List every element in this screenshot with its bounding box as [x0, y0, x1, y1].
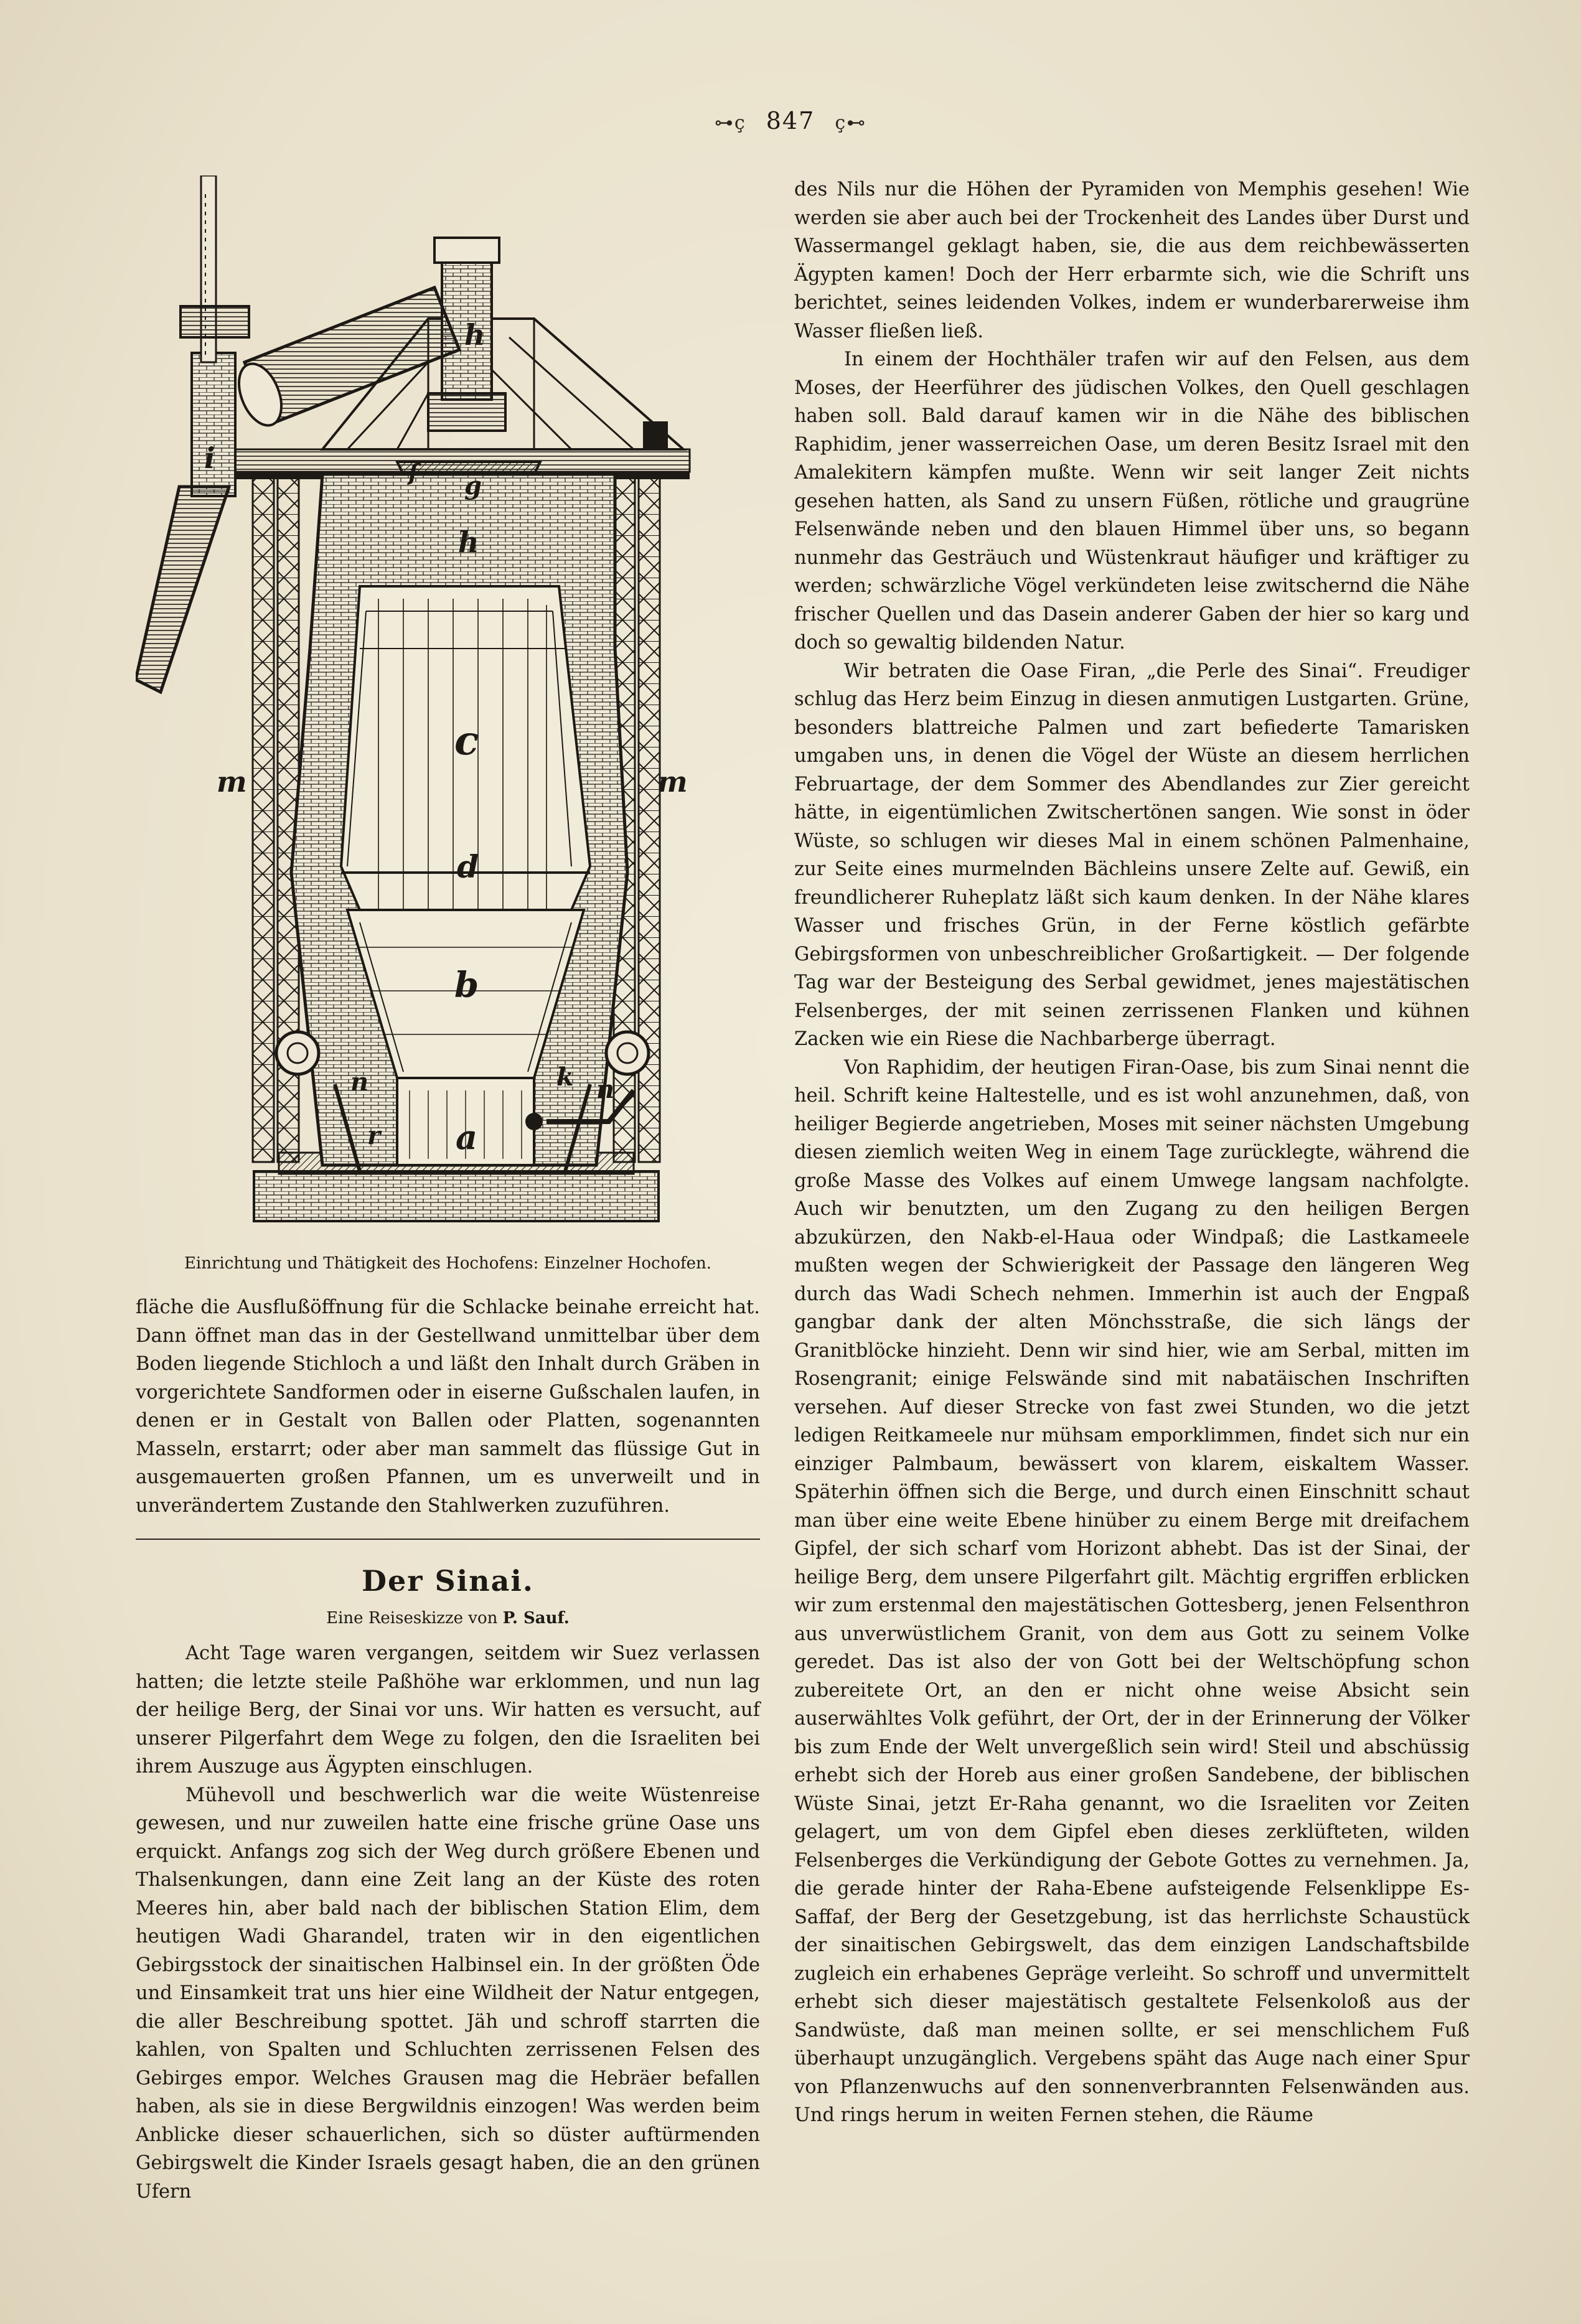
label-i: i: [204, 441, 215, 475]
label-r: r: [367, 1121, 381, 1150]
label-f: f: [408, 460, 418, 486]
subtitle-prefix: Eine Reiseskizze von: [326, 1609, 498, 1628]
label-n-right: n: [596, 1075, 615, 1104]
article-paragraph: Acht Tage waren vergangen, seitdem wir Suez verlassen hatten; die letzte steile Paßhöhe war erklommen, und nun lag der heilige Berg, der Sinai vor uns. Wir hatten es versucht, auf unserer Pilgerfahrt dem Wege zu folgen, den die Israeliten bei ihrem Auszuge aus Ägypten einschlugen.: [136, 1642, 760, 1778]
article-author: P. Sauf.: [502, 1609, 570, 1628]
label-b: b: [454, 965, 479, 1006]
label-h-top: h: [464, 318, 486, 352]
right-column: [794, 176, 1470, 2130]
section-divider: [136, 1539, 760, 1540]
article-paragraph: Wir betraten die Oase Firan, „die Perle des Sinai“. Freudiger schlug das Herz beim Einzug in diesen anmutigen Lustgarten. Grüne, besonders blattreiche Palmen und zart befiederte Tamarisken umgaben uns, in denen die Vögel der Wüste an diesem herrlichen Februartage, der dem Sommer des Abendlandes zur Zier gereicht hätte, in eigentümlichen Zwitschertönen sangen. Wie sonst in öder Wüste, so schlugen wir dieses Mal in einem schönen Palmenhaine, zur Seite eines murmelnden Bächleins unsere Zelte auf. Gewiß, ein freundlicherer Ruheplatz läßt sich kaum denken. In der Nähe klares Wasser und frisches Grün, in der Ferne köstlich gefärbte Gebirgsformen von unbeschreiblicher Großartigkeit. — Der folgende Tag war der Besteigung des Serbal gewidmet, jenes majestätischen Felsenberges, der mit seinen zerrissenen Flanken und kühnen Zacken wie ein Riese die Nachbarberge überragt.: [794, 660, 1470, 1050]
label-d: d: [457, 848, 479, 885]
article-paragraph: In einem der Hochthäler trafen wir auf den Felsen, aus dem Moses, der Heerführer des jüdischen Volkes, den Quell geschlagen haben soll. Bald darauf kamen wir in die Nähe des biblischen Raphidim, jener wasserreichen Oase, um deren Besitz Israel mit den Amalekitern kämpfen mußte. Wenn wir seit langer Zeit nichts gesehen hatten, als Sand zu unsern Füßen, rötliche und graugrüne Felsenwände neben und den blauen Himmel über uns, so begann nunmehr das Gesträuch und Wüstenkraut häufiger und kräftiger zu werden; schwärzliche Vögel verkündeten leise zwitschernd die Nähe frischer Quellen und das Dasein anderer Gaben der hier so karg und doch so gewaltig bildenden Natur.: [794, 349, 1470, 654]
label-n-left: n: [350, 1067, 369, 1097]
article-paragraph: Mühevoll und beschwerlich war die weite Wüstenreise gewesen, und nur zuweilen hatte eine frische grüne Oase uns erquickt. Anfangs zog sich der Weg durch größere Ebenen und Thalsenkungen, dann eine Zeit lang an der Küste des roten Meeres hin, aber bald nach der biblischen Station Elim, dem heutigen Wadi Gharandel, traten wir in den eigentlichen Gebirgsstock der sinaitischen Halbinsel ein. In der größten Öde und Einsamkeit trat uns hier eine Wildheit der Natur entgegen, die aller Beschreibung spottet. Jäh und schroff starrten die kahlen, von Spalten und Schluchten zerrissenen Felsen des Gebirges empor. Welches Grausen mag die Hebräer befallen haben, als sie in diese Bergwildnis einzogen! Was werden beim Anblicke dieser schauerlichen, sich so düster auftürmenden Gebirgswelt die Kinder Israels gesagt haben, die an den grünen Ufern: [136, 1784, 760, 2203]
article-subtitle: [136, 1606, 760, 1631]
furnace-text-continuation: fläche die Ausflußöffnung für die Schlacke beinahe erreicht hat. Dann öffnet man das in der Gestellwand unmittelbar über dem Boden liegende Stichloch a und läßt den Inhalt durch Gräben in vorgerichtete Sandformen oder in eiserne Gußschalen laufen, in denen er in Gestalt von Ballen oder Platten, sogenannten Masseln, erstarrt; oder aber man sammelt das flüssige Gut in ausgemauerten großen Pfannen, um es unverweilt und in unverändertem Zustande den Stahlwerken zuzuführen.: [136, 1296, 760, 1517]
page-number: 847: [766, 107, 815, 134]
blast-furnace-figure: [136, 176, 760, 1246]
ornament-left: ⊶ç: [714, 112, 746, 134]
label-a: a: [456, 1117, 477, 1157]
article-paragraph: Von Raphidim, der heutigen Firan-Oase, bis zum Sinai nennt die heil. Schrift keine Haltestelle, und es ist wohl anzunehmen, daß, von heiliger Begierde angetrieben, Moses mit seiner nächsten Umgebung diesen ziemlich weiten Weg in einem Tage zurücklegte, während die große Masse des Volkes auf einem Umwege langsam nachfolgte. Auch wir benutzten, um den Zugang zu den heiligen Bergen abzukürzen, den Nakb-el-Haua oder Windpaß; die Lastkameele mußten wegen der Schwierigkeit der Passage den längeren Weg durch das Wadi Schech nehmen. Immerhin ist auch der Engpaß gangbar dank der alten Mönchsstraße, die sich längs der Granitblöcke hinzieht. Denn wir sind hier, wie am Serbal, mitten im Rosengranit; einige Felswände sind mit nabatäischen Inschriften versehen. Auf dieser Strecke von fast zwei Stunden, wo die jetzt ledigen Reitkameele nur mühsam emporklimmen, findet sich nur ein einziger Palmbaum, bewässert von klarem, eiskaltem Wasser. Späterhin öffnen sich die Berge, und durch einen Einschnitt schaut man über eine weite Ebene hinüber zu einem Berge mit dreifachem Gipfel, der sich scharf vom Horizont abhebt. Das ist der Sinai, der heilige Berg, dem unsere Pilgerfahrt gilt. Mächtig ergriffen erblicken wir zum erstenmal den majestätischen Gottesberg, jenen Felsenthron aus unverwüstlichem Granit, von dem aus Gott zu seinem Volke geredet. Das ist also der von Gott bei der Weltschöpfung schon zubereitete Ort, an den er nicht ohne weise Absicht sein auserwähltes Volk geführt, der Ort, der in der Erinnerung der Völker bis zum Ende der Welt unvergeßlich sein wird! Steil und abschüssig erhebt sich der Horeb aus einer großen Sandebene, der biblischen Wüste Sinai, jetzt Er-Raha genannt, wo die Israeliten vor Zeiten gelagert, um von dem Gipfel eben dieses zerklüfteten, wilden Felsenberges die Verkündigung der Gebote Gottes zu vernehmen. Ja, die gerade hinter der Raha-Ebene aufsteigende Felsenklippe Es-Saffaf, der Berg der Gesetzgebung, ist das herrlichste Schaustück der sinaitischen Gebirgswelt, das dem einzigen Landschaftsbilde zugleich ein erhabenes Gepräge verleiht. So schroff und unvermittelt erhebt sich dieser majestätisch gestaltete Felsenkoloß aus der Sandwüste, daß man meinen sollte, er sei menschlichem Fuß überhaupt unzugänglich. Vergebens späht das Auge nach einer Spur von Pflanzenwuchs auf den sonnenverbrannten Felsenwänden aus. Und rings herum in weiten Fernen stehen, die Räume: [794, 1056, 1470, 2126]
label-h-mid: h: [458, 525, 479, 559]
label-m-left: m: [217, 765, 247, 799]
article-title: Der Sinai.: [362, 1564, 534, 1598]
article-paragraph: des Nils nur die Höhen der Pyramiden von Memphis gesehen! Wie werden sie aber auch bei der Trockenheit des Landes über Durst und Wassermangel geklagt haben, sie, die aus dem reichbewässerten Ägypten kamen! Doch der Herr erbarmte sich, wie die Schrift uns berichtet, seines leidenden Volkes, indem er wunderbarerweise ihm Wasser fließen ließ.: [794, 179, 1470, 342]
figure-caption: Einrichtung und Thätigkeit des Hochofens: Einzelner Hochofen.: [184, 1254, 712, 1273]
ornament-right: ç⊷: [835, 112, 867, 134]
label-c: c: [454, 718, 479, 764]
label-m-right: m: [657, 765, 688, 799]
left-column: [136, 176, 760, 2206]
label-k: k: [556, 1062, 574, 1092]
blast-furnace-illustration: [136, 176, 760, 1246]
label-g: g: [464, 471, 482, 500]
page-header: [0, 107, 1581, 134]
